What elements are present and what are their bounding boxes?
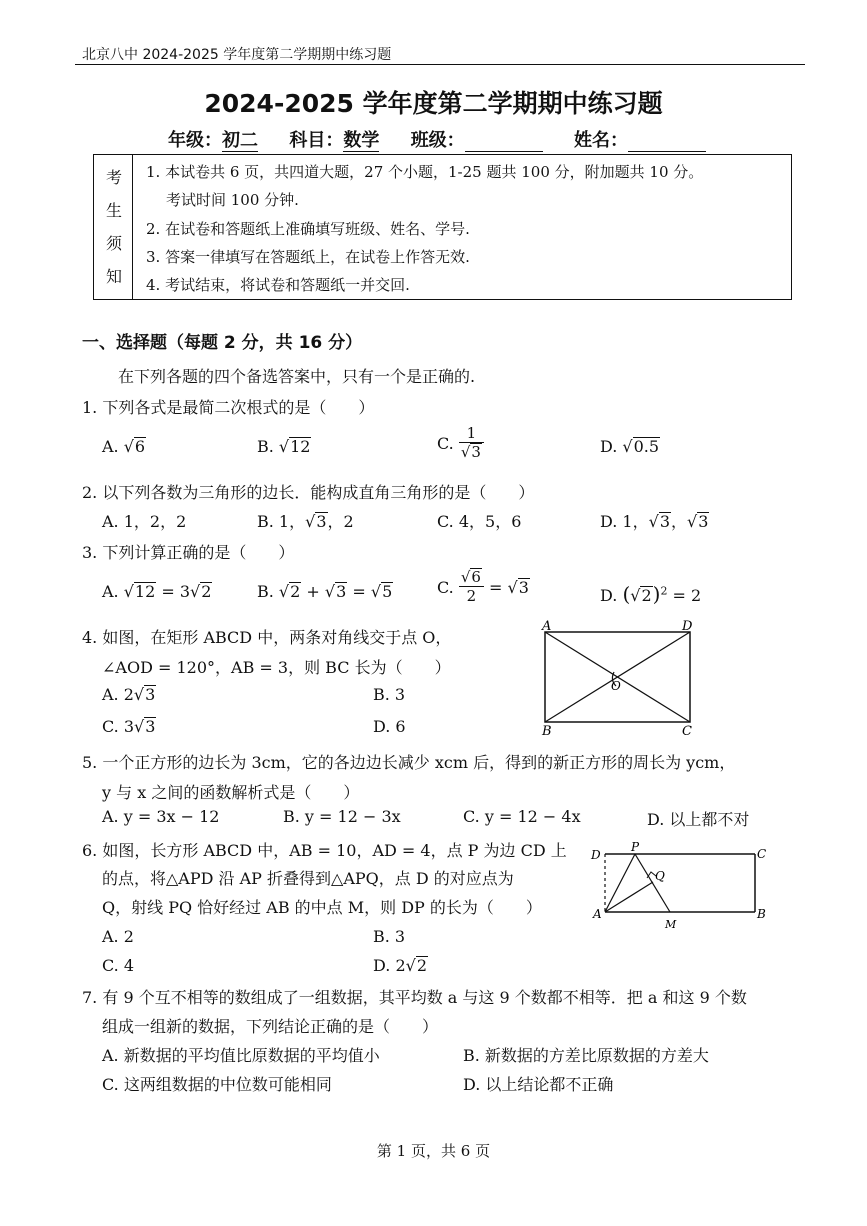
q7-option-c: C. 这两组数据的中位数可能相同 [102, 1075, 332, 1094]
label-o: O [611, 679, 621, 693]
radicand: 6 [134, 437, 146, 456]
note-item: 4. 考试结束，将试卷和答题纸一并交回. [146, 276, 410, 294]
q4-rectangle-figure [530, 618, 710, 738]
q4-option-d: D. 6 [373, 717, 406, 736]
radicand: 3 [698, 512, 709, 531]
q4-option-c: C. 3√3 [102, 717, 156, 736]
question-4-line1: 4. 如图，在矩形 ABCD 中，两条对角线交于点 O， [82, 628, 452, 647]
math-text: = 3 [156, 582, 191, 601]
note-item: 考试时间 100 分钟. [166, 191, 299, 209]
label-d: D [591, 848, 601, 862]
option-text: B. 1， [257, 512, 306, 531]
radicand: 2 [641, 586, 652, 605]
note-item: 3. 答案一律填写在答题纸上，在试卷上作答无效. [146, 248, 470, 266]
option-label: A. [102, 437, 119, 456]
radicand: 6 [471, 568, 481, 586]
q4-option-b: B. 3 [373, 685, 406, 704]
radicand: 12 [134, 582, 156, 601]
fraction: $\frac{1}{√3}$ [459, 424, 484, 463]
q5-option-c: C. y = 12 − 4x [463, 807, 581, 826]
name-label: 姓名： [574, 130, 629, 151]
option-text: D. 1， [600, 512, 649, 531]
note-item: 1. 本试卷共 6 页，共四道大题，27 个小题，1-25 题共 100 分，附加题共 10 分。 [146, 163, 704, 181]
radicand: 3 [145, 717, 156, 736]
option-label: B. [257, 582, 274, 601]
q6-option-c: C. 4 [102, 956, 135, 975]
q5-option-a: A. y = 3x − 12 [102, 807, 220, 826]
option-label: D. [373, 956, 391, 975]
q7-option-b: B. 新数据的方差比原数据的方差大 [463, 1046, 709, 1065]
option-text: ， [671, 512, 688, 531]
label-q: Q [655, 869, 665, 883]
label-a: A [542, 619, 552, 634]
q3-option-a: A. √12 = 3√2 [102, 582, 212, 601]
radicand: 2 [201, 582, 212, 601]
q1-option-a: A. √6 [102, 437, 146, 456]
page-footer: 第 1 页，共 6 页 [376, 1142, 491, 1160]
q4-option-a: A. 2√3 [102, 685, 156, 704]
q3-option-b: B. √2 + √3 = √5 [257, 582, 393, 601]
q3-option-c: C. $\frac{√6}{2}$ = √3 [437, 568, 529, 605]
notes-side-char: 生 [106, 201, 123, 220]
denominator: 2 [466, 587, 477, 605]
question-2-stem: 2. 以下列各数为三角形的边长．能构成直角三角形的是（ ） [82, 483, 535, 502]
label-b: B [542, 724, 552, 738]
subject-value: 数学 [343, 130, 380, 151]
label-c: C [682, 724, 692, 738]
header-rule [75, 64, 805, 65]
math-text: = [483, 577, 508, 597]
notes-side-char: 知 [106, 267, 123, 286]
notes-side-char: 考 [106, 168, 123, 187]
math-text: + [301, 582, 325, 601]
q1-option-c [437, 424, 484, 463]
option-label: C. [102, 717, 119, 736]
fraction: $\frac{√6}{2}$ [459, 568, 484, 607]
q5-option-b: B. y = 12 − 3x [283, 807, 401, 826]
section-title: 一、选择题（每题 2 分，共 16 分） [82, 333, 363, 353]
note-item: 2. 在试卷和答题纸上准确填写班级、姓名、学号. [146, 220, 470, 238]
q2-option-a: A. 1，2，2 [102, 512, 187, 531]
question-7-line2: 组成一组新的数据，下列结论正确的是（ ） [102, 1017, 439, 1036]
option-label: A. [102, 582, 119, 601]
radicand: 2 [290, 582, 301, 601]
label-m: M [665, 918, 677, 931]
option-label: B. [257, 437, 274, 456]
radicand: 2 [416, 956, 428, 975]
class-label: 班级： [410, 130, 465, 151]
running-header: 北京八中 2024-2025 学年度第二学期期中练习题 [82, 47, 392, 63]
question-3-stem: 3. 下列计算正确的是（ ） [82, 543, 295, 562]
question-6-line3: Q，射线 PQ 恰好经过 AB 的中点 M，则 DP 的长为（ ） [102, 898, 542, 917]
q2-option-d: D. 1，√3，√3 [600, 512, 709, 531]
label-b: B [757, 907, 766, 921]
radicand: 3 [145, 685, 156, 704]
exponent: 2 [660, 584, 668, 598]
radicand: 3 [316, 512, 327, 531]
notes-side-char: 须 [106, 234, 123, 253]
q2-option-b: B. 1，√3，2 [257, 512, 354, 531]
option-label: D. [600, 586, 618, 605]
option-label: C. [437, 577, 454, 597]
label-a: A [593, 907, 602, 921]
math-text: = 2 [667, 586, 702, 605]
numerator: 1 [459, 424, 484, 443]
name-blank[interactable] [628, 133, 706, 152]
radicand: 3 [659, 512, 671, 531]
option-label: D. [600, 437, 618, 456]
radicand: 3 [336, 582, 347, 601]
q6-option-a: A. 2 [102, 927, 134, 946]
radicand: 12 [290, 437, 311, 456]
q6-option-d: D. 2√2 [373, 956, 428, 975]
question-5-line2: y 与 x 之间的函数解析式是（ ） [102, 783, 360, 802]
radicand: 3 [471, 443, 481, 461]
q6-option-b: B. 3 [373, 927, 406, 946]
q2-option-c: C. 4，5，6 [437, 512, 522, 531]
label-p: P [631, 840, 640, 854]
q1-option-b: B. √12 [257, 437, 311, 456]
paren: ) [652, 582, 661, 606]
exam-notes-box [93, 154, 792, 300]
class-blank[interactable] [465, 133, 543, 152]
notes-side-label [94, 155, 133, 299]
radicand: 3 [518, 577, 529, 597]
grade-label: 年级： [168, 130, 222, 151]
math-text: = [347, 582, 371, 601]
question-6-line1: 6. 如图，长方形 ABCD 中，AB = 10，AD = 4，点 P 为边 CD 上 [82, 841, 567, 860]
option-label: C. [437, 433, 454, 453]
question-6-line2: 的点，将△APD 沿 AP 折叠得到△APQ，点 D 的对应点为 [102, 869, 514, 888]
label-d: D [682, 619, 693, 634]
option-label: A. [102, 685, 119, 704]
section-intro: 在下列各题的四个备选答案中，只有一个是正确的. [118, 367, 476, 386]
question-7-line1: 7. 有 9 个互不相等的数组成了一组数据，其平均数 a 与这 9 个数都不相等．把 a 和这 9 个数 [82, 988, 747, 1007]
radicand: 0.5 [633, 437, 660, 456]
q6-fold-figure [575, 838, 775, 933]
q5-option-d: D. 以上都不对 [647, 810, 750, 829]
question-1-stem: 1. 下列各式是最简二次根式的是（ ） [82, 398, 375, 417]
label-c: C [757, 847, 767, 861]
student-info-row [168, 126, 706, 152]
q1-option-d: D. √0.5 [600, 437, 660, 456]
option-text: ，2 [327, 512, 354, 531]
q7-option-d: D. 以上结论都不正确 [463, 1075, 614, 1094]
paren: ( [622, 582, 631, 606]
math-text: 2 [123, 685, 134, 704]
math-text: 2 [395, 956, 406, 975]
page-title: 2024-2025 学年度第二学期期中练习题 [204, 89, 663, 118]
question-5-line1: 5. 一个正方形的边长为 3cm，它的各边边长减少 xcm 后，得到的新正方形的周长为 ycm， [82, 753, 736, 772]
question-4-line2: ∠AOD = 120°，AB = 3，则 BC 长为（ ） [102, 658, 451, 677]
q3-option-d: D. $(√2)^2 = 2$ [600, 582, 702, 606]
radicand: 5 [382, 582, 393, 601]
grade-value: 初二 [222, 130, 258, 151]
q7-option-a: A. 新数据的平均值比原数据的平均值小 [102, 1046, 380, 1065]
math-text: 3 [123, 717, 135, 736]
subject-label: 科目： [289, 130, 344, 151]
